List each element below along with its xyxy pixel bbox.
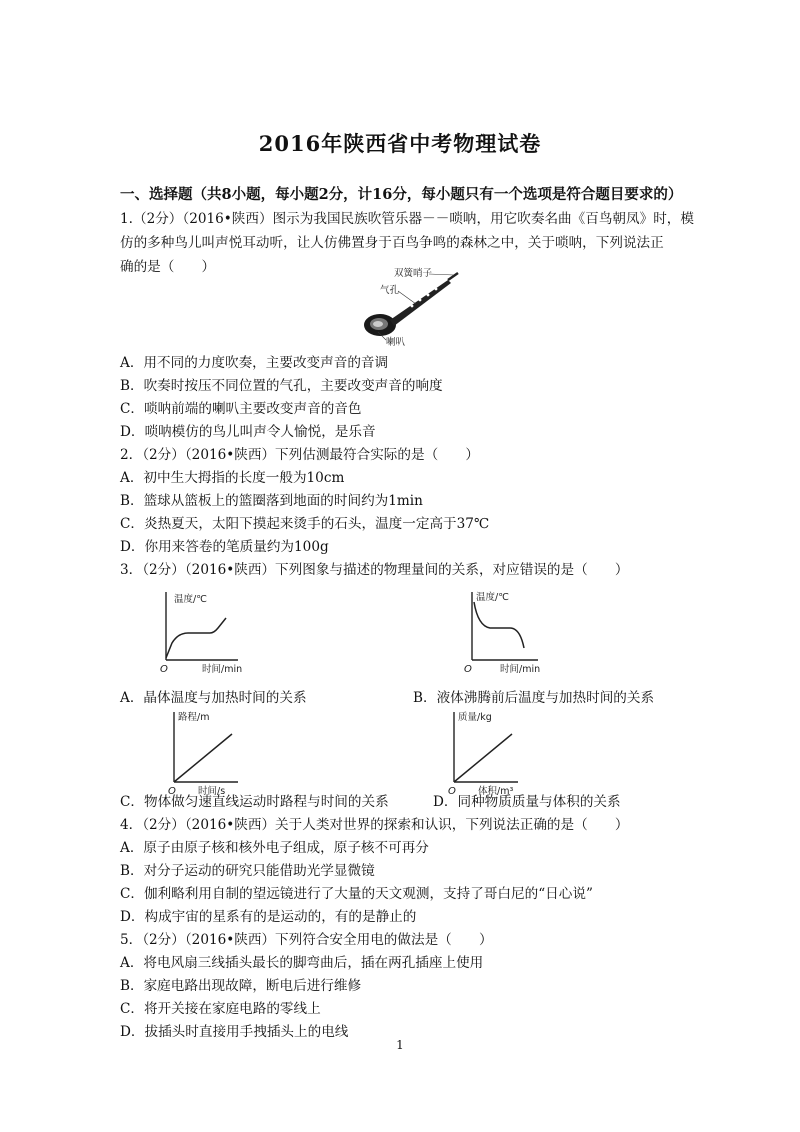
graph-c-origin: O (168, 786, 176, 797)
q1-stem-line-3: 确的是（ ） (120, 259, 216, 275)
q1-option-c: C．唢呐前端的喇叭主要改变声音的音色 (120, 401, 362, 417)
graph-d-origin: O (448, 786, 456, 797)
graph-c-line (174, 734, 232, 782)
graph-c-ylabel: 路程/m (178, 712, 210, 723)
q2-option-d: D．你用来答卷的笔质量约为100g (120, 539, 329, 555)
graph-a (158, 588, 268, 678)
graph-d-line (454, 734, 512, 782)
q4-option-b: B．对分子运动的研究只能借助光学显微镜 (120, 863, 375, 879)
q2-option-b: B．篮球从篮板上的篮圈落到地面的时间约为1min (120, 493, 423, 509)
q2-option-c: C．炎热夏天，太阳下摸起来烫手的石头，温度一定高于37℃ (120, 516, 490, 532)
q1-option-d: D．唢呐模仿的鸟儿叫声令人愉悦，是乐音 (120, 424, 376, 440)
graph-b (458, 588, 568, 678)
graph-a-curve (166, 618, 226, 658)
q5-stem: 5．（2分）（2016•陕西）下列符合安全用电的做法是（ ） (120, 932, 493, 948)
q1-stem-line-2: 仿的多种鸟儿叫声悦耳动听，让人仿佛置身于百鸟争鸣的森林之中，关于唢呐，下列说法正 (120, 235, 664, 251)
graph-c-xlabel: 时间/s (198, 786, 226, 797)
q3-caption-d: D．同种物质质量与体积的关系 (433, 794, 621, 810)
graph-a-origin: O (160, 664, 168, 675)
graph-b-curve (474, 602, 524, 648)
q5-option-a: A．将电风扇三线插头最长的脚弯曲后，插在两孔插座上使用 (120, 955, 484, 971)
q2-option-a: A．初中生大拇指的长度一般为10cm (120, 470, 345, 486)
graph-d-ylabel: 质量/kg (458, 712, 492, 723)
q4-option-a: A．原子由原子核和核外电子组成，原子核不可再分 (120, 840, 429, 856)
q3-caption-a: A．晶体温度与加热时间的关系 (120, 690, 307, 706)
graph-b-xlabel: 时间/min (500, 664, 541, 675)
graph-d-xlabel: 体积/m³ (478, 786, 514, 797)
bell-label: 喇叭 (386, 337, 406, 348)
q5-option-d: D．拔插头时直接用手拽插头上的电线 (120, 1024, 349, 1040)
graph-b-ylabel: 温度/℃ (476, 592, 509, 603)
q3-caption-c: C．物体做匀速直线运动时路程与时间的关系 (120, 794, 389, 810)
graph-b-origin: O (464, 664, 472, 675)
q2-stem: 2．（2分）（2016•陕西）下列估测最符合实际的是（ ） (120, 447, 479, 463)
suona-figure (350, 268, 470, 346)
q1-option-a: A．用不同的力度吹奏，主要改变声音的音调 (120, 355, 389, 371)
q3-caption-b: B．液体沸腾前后温度与加热时间的关系 (413, 690, 655, 706)
q4-option-d: D．构成宇宙的星系有的是运动的，有的是静止的 (120, 909, 417, 925)
q4-stem: 4．（2分）（2016•陕西）关于人类对世界的探索和认识，下列说法正确的是（ ） (120, 817, 629, 833)
q1-option-b: B．吹奏时按压不同位置的气孔，主要改变声音的响度 (120, 378, 443, 394)
reed-label: 双簧哨子 (394, 268, 433, 279)
page-number: 1 (396, 1038, 404, 1052)
q5-option-b: B．家庭电路出现故障，断电后进行维修 (120, 978, 362, 994)
q1-stem-line-1: 1.（2分）（2016•陕西）图示为我国民族吹管乐器－－唢呐，用它吹奏名曲《百鸟朝凤》时，模 (120, 211, 694, 227)
graph-d (446, 708, 556, 798)
q5-option-c: C．将开关接在家庭电路的零线上 (120, 1001, 321, 1017)
graph-a-ylabel: 温度/℃ (174, 594, 207, 605)
page-title: 2016年陕西省中考物理试卷 (258, 131, 542, 156)
q4-option-c: C．伽利略利用自制的望远镜进行了大量的天文观测，支持了哥白尼的“日心说” (120, 886, 593, 902)
q3-stem: 3．（2分）（2016•陕西）下列图象与描述的物理量间的关系，对应错误的是（ ） (120, 562, 629, 578)
graph-c (166, 708, 276, 798)
hole-label: 气孔 (380, 285, 400, 296)
graph-a-xlabel: 时间/min (202, 664, 243, 675)
section-heading: 一、选择题（共8小题，每小题2分，计16分，每小题只有一个选项是符合题目要求的） (120, 186, 683, 203)
